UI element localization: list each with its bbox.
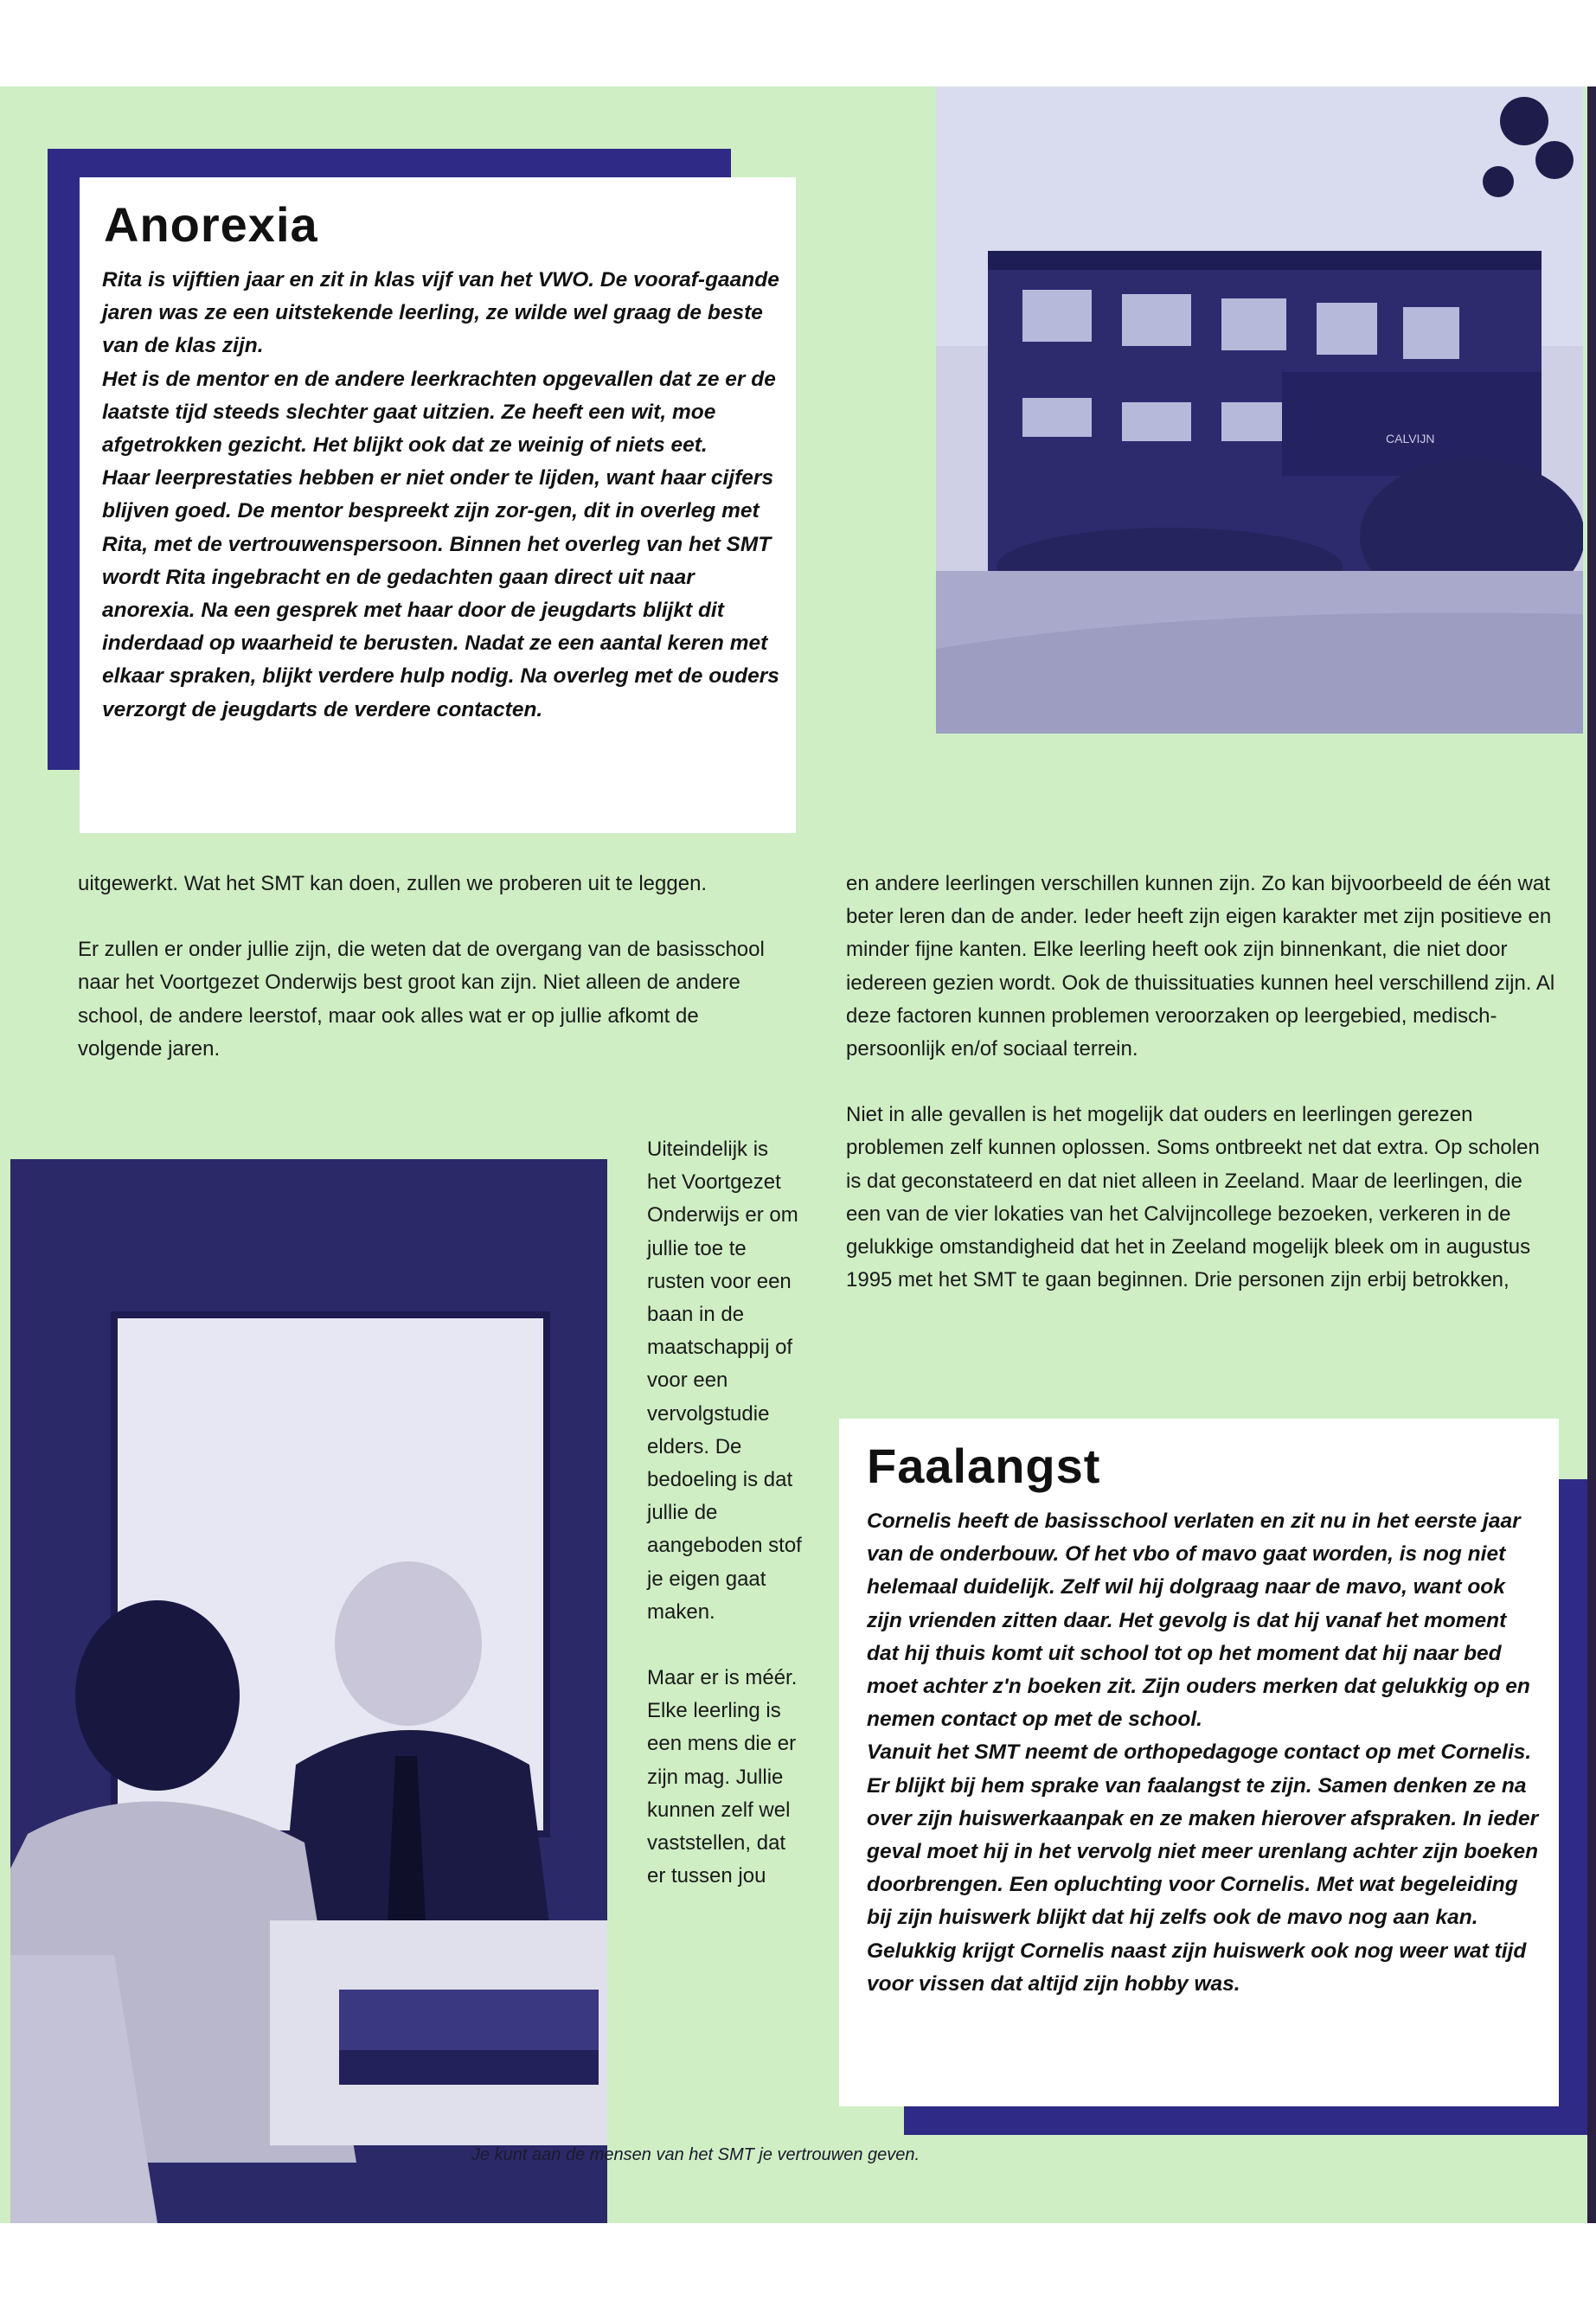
- anorexia-paragraph: Het is de mentor en de andere leerkrachten opgevallen dat ze er de laatste tijd steeds slechter gaat uitzien. Ze heeft een wit, moe afgetrokken gezicht. Het blijkt ook dat ze weinig of niets eet.: [102, 367, 776, 458]
- body-paragraph: Niet in alle gevallen is het mogelijk dat ouders en leerlingen gerezen problemen zelf kunnen oplossen. Soms ontbreekt net dat extra. Op scholen is dat geconstateerd en dat niet alleen in Zeeland. Maar de leerlingen, die een van de vier lokaties van het Calvijncollege bezoeken, verkeren in de gelukkige omstandigheid dat het in Zeeland mogelijk bleek om in augustus 1995 met het SMT te gaan beginnen. Drie personen zijn erbij betrokken,: [846, 1103, 1540, 1292]
- body-paragraph: Uiteindelijk is het Voortgezet Onderwijs er om jullie toe te rusten voor een baan in de maatschappij of voor een vervolgstudie elders. De bedoeling is dat jullie de aangeboden stof je eigen gaat maken.: [647, 1138, 802, 1624]
- body-paragraph: Er zullen er onder jullie zijn, die weten dat de overgang van de basisschool naar het Voortgezet Onderwijs best groot kan zijn. Niet alleen de andere school, de andere leerstof, maar ook alles wat er op jullie afkomt de volgende jaren.: [78, 938, 765, 1061]
- faalangst-text: [867, 1505, 1542, 2001]
- body-paragraph: en andere leerlingen verschillen kunnen zijn. Zo kan bijvoorbeeld de één wat beter leren dan de ander. Ieder heeft zijn eigen karakter met zijn positieve en minder fijne kanten. Elke leerling heeft ook zijn binnenkant, die niet door iedereen gezien wordt. Ook de thuissituaties kunnen heel verschillend zijn. Al deze factoren kunnen problemen veroorzaken op leergebied, medisch-persoonlijk en/of sociaal terrein.: [846, 872, 1555, 1061]
- left-column-text: [78, 868, 783, 1099]
- building-illustration: [936, 87, 1583, 734]
- photo-caption: Je kunt aan de mensen van het SMT je vertrouwen geven.: [471, 2145, 920, 2164]
- faalangst-paragraph: Cornelis heeft de basisschool verlaten en zit nu in het eerste jaar van de onderbouw. Of het vbo of mavo gaat worden, is nog niet helemaal duidelijk. Zelf wil hij dolgraag naar de mavo, want ook zijn vrienden zitten daar. Het gevolg is dat hij vanaf het moment dat hij thuis komt uit school tot op het moment dat hij naar bed moet achter z'n boeken zit. Zijn ouders merken dat gelukkig op en nemen contact op met de school.: [867, 1509, 1530, 1732]
- meeting-illustration: [10, 1159, 607, 2223]
- meeting-photo: [10, 1159, 607, 2223]
- anorexia-box: [80, 177, 796, 833]
- faalangst-box: [839, 1419, 1559, 2106]
- building-sign: CALVIJN: [1386, 432, 1435, 445]
- right-column-text: [846, 868, 1555, 1330]
- anorexia-title: Anorexia: [104, 197, 318, 252]
- school-building-photo: [936, 87, 1583, 734]
- body-paragraph: Maar er is méér. Elke leerling is een mens die er zijn mag. Jullie kunnen zelf wel vaststellen, dat er tussen jou: [647, 1666, 798, 1888]
- faalangst-title: Faalangst: [867, 1439, 1101, 1493]
- anorexia-paragraph: Rita is vijftien jaar en zit in klas vijf van het VWO. De vooraf-gaande jaren was ze een uitstekende leerling, ze wilde wel graag de beste van de klas zijn.: [102, 268, 779, 358]
- anorexia-text: [102, 264, 785, 727]
- body-paragraph: uitgewerkt. Wat het SMT kan doen, zullen we proberen uit te leggen.: [78, 872, 708, 895]
- page-edge: [1587, 87, 1596, 2223]
- anorexia-paragraph: Haar leerprestaties hebben er niet onder te lijden, want haar cijfers blijven goed. De mentor bespreekt zijn zor-gen, dit in overleg met Rita, met de vertrouwenspersoon. Binnen het overleg van het SMT wordt Rita ingebracht en de gedachten gaan direct uit naar anorexia. Na een gesprek met haar door de jeugdarts blijkt dit inderdaad op waarheid te berusten. Nadat ze een aantal keren met elkaar spraken, blijkt verdere hulp nodig. Na overleg met de ouders verzorgt de jeugdarts de verdere contacten.: [102, 466, 779, 721]
- narrow-column-text: [647, 1133, 803, 1926]
- faalangst-paragraph: Vanuit het SMT neemt de orthopedagoge contact op met Cornelis. Er blijkt bij hem sprake van faalangst te zijn. Samen denken ze na over zijn huiswerkaanpak en ze maken hierover afspraken. In ieder geval moet hij in het vervolg niet meer urenlang achter zijn boeken doorbrengen. Een opluchting voor Cornelis. Met wat begeleiding bij zijn huiswerk blijkt dat hij zelfs ook de mavo nog aan kan. Gelukkig krijgt Cornelis naast zijn huiswerk ook nog weer wat tijd voor vissen dat altijd zijn hobby was.: [867, 1740, 1539, 1996]
